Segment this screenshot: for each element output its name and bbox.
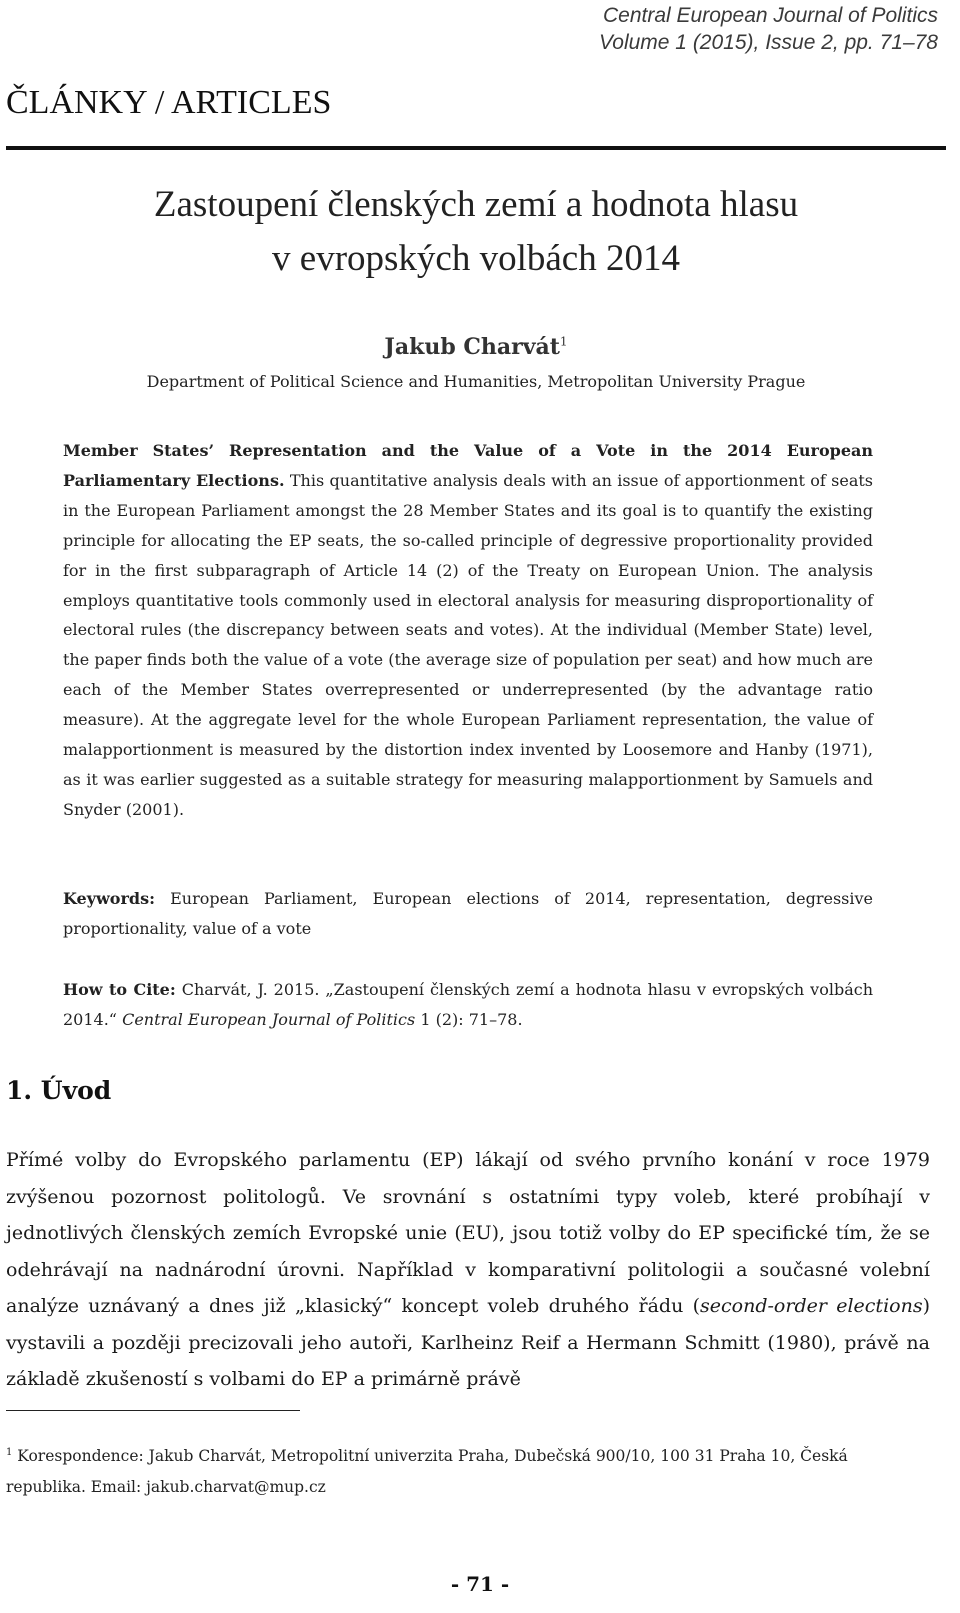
- citation-label: How to Cite:: [63, 980, 176, 999]
- citation-journal: Central European Journal of Politics: [122, 1010, 416, 1029]
- keywords-text: European Parliament, European elections of 2014, representation, degressive proportionality, value of a vote: [63, 889, 873, 938]
- abstract-text: This quantitative analysis deals with an issue of apportionment of seats in the European Parliament amongst the 28 Member States and its goal is to quantify the existing principle for allocating the EP seats, the so-called principle of degressive proportionality provided for in the first subparagraph of Article 14 (2) of the Treaty on European Union. The analysis employs quantitative tools commonly used in electoral analysis for measuring disproportionality of electoral rules (the discrepancy between seats and votes). At the individual (Member State) level, the paper finds both the value of a vote (the average size of population per seat) and how much are each of the Member States overrepresented or underrepresented (by the advantage ratio measure). At the aggregate level for the whole European Parliament representation, the value of malapportionment is measured by the distortion index invented by Loosemore and Hanby (1971), as it was earlier suggested as a suitable strategy for measuring malapportionment by Samuels and Snyder (2001).: [63, 470, 874, 819]
- footnote-text: Korespondence: Jakub Charvát, Metropolitní univerzita Praha, Dubečská 900/10, 100 31 Praha 10, Česká republika. Email: jakub.charvat@mup.cz: [6, 1447, 848, 1497]
- author-footnote-mark: 1: [559, 334, 568, 349]
- intro-italic: second-order elections: [700, 1295, 923, 1317]
- author-name: Jakub Charvát: [384, 334, 560, 360]
- section-heading: 1. Úvod: [6, 1076, 112, 1105]
- abstract-title: Member States’ Representation and the Value of a Vote in the 2014 European Parliamentary Elections.: [63, 441, 873, 490]
- affiliation: Department of Political Science and Humanities, Metropolitan University Prague: [146, 372, 806, 391]
- citation: [63, 975, 873, 1035]
- citation-text: Charvát, J. 2015. „Zastoupení členských zemí a hodnota hlasu v evropských volbách 2014.“: [63, 980, 873, 1029]
- journal-volume: Volume 1 (2015), Issue 2, pp. 71–78: [599, 31, 938, 54]
- section-label: ČLÁNKY / ARTICLES: [6, 84, 332, 121]
- article-title: [6, 178, 946, 286]
- intro-paragraph: [6, 1142, 930, 1398]
- page-number: - 71 -: [450, 1572, 510, 1596]
- footnote-mark: 1: [6, 1447, 13, 1458]
- journal-header: [599, 2, 938, 56]
- keywords-label: Keywords:: [63, 889, 156, 908]
- title-line-1: Zastoupení členských zemí a hodnota hlasu: [153, 184, 799, 225]
- keywords: [63, 884, 873, 944]
- footnote-rule: [6, 1410, 300, 1411]
- header-rule: [6, 146, 946, 150]
- citation-issue: 1 (2): 71–78.: [420, 1010, 523, 1029]
- title-line-2: v evropských volbách 2014: [272, 238, 680, 279]
- author: [6, 334, 946, 360]
- journal-name: Central European Journal of Politics: [602, 4, 938, 27]
- intro-text-2: ) vystavili a později precizovali jeho autoři, Karlheinz Reif a Hermann Schmitt (1980), právě na základě zkušeností s volbami do EP a primárně právě: [6, 1295, 930, 1390]
- footnote: [6, 1437, 930, 1503]
- abstract: [63, 436, 873, 825]
- intro-text-1: Přímé volby do Evropského parlamentu (EP) lákají od svého prvního konání v roce 1979 zvýšenou pozornost politologů. Ve srovnání s ostatními typy voleb, které probíhají v jednotlivých členských zemích Evropské unie (EU), jsou totiž volby do EP specifické tím, že se odehrávají na nadnárodní úrovni. Například v komparativní politologii a současné volební analýze uznávaný a dnes již „klasický“ koncept voleb druhého řádu (: [6, 1149, 930, 1317]
